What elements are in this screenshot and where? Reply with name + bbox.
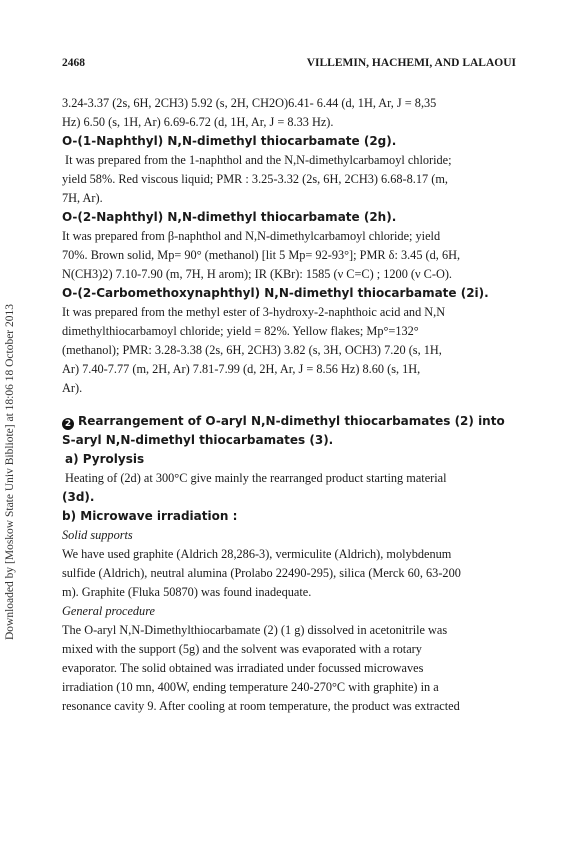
compound-heading-2h: O-(2-Naphthyl) N,N-dimethyl thiocarbamate (2h). xyxy=(62,210,397,224)
text-line: (methanol); PMR: 3.28-3.38 (2s, 6H, 2CH3) 3.82 (s, 3H, OCH3) 7.20 (s, 1H, xyxy=(62,343,442,357)
text-line: It was prepared from the 1-naphthol and the N,N-dimethylcarbamoyl chloride; xyxy=(65,153,452,167)
section-heading-cont: S-aryl N,N-dimethyl thiocarbamates (3). xyxy=(62,433,334,447)
text-line: Ar) 7.40-7.77 (m, 2H, Ar) 7.81-7.99 (d, 2H, Ar, J = 8.56 Hz) 8.60 (s, 1H, xyxy=(62,362,421,376)
text-line: The O-aryl N,N-Dimethylthiocarbamate (2) (1 g) dissolved in acetonitrile was xyxy=(62,623,448,637)
text-line: We have used graphite (Aldrich 28,286-3), vermiculite (Aldrich), molybdenum xyxy=(62,547,452,561)
text-line: sulfide (Aldrich), neutral alumina (Prolabo 22490-295), silica (Merck 60, 63-200 xyxy=(62,566,461,580)
text-line: yield 58%. Red viscous liquid; PMR : 3.25-3.32 (2s, 6H, 2CH3) 6.68-8.17 (m, xyxy=(62,172,448,186)
text-line: 70%. Brown solid, Mp= 90° (methanol) [lit 5 Mp= 92-93°]; PMR δ: 3.45 (d, 6H, xyxy=(62,248,461,262)
download-watermark: Downloaded by [Moskow State Univ Bibliote] at 18:06 18 October 2013 xyxy=(4,303,16,640)
subheading-general-procedure: General procedure xyxy=(62,604,155,618)
page-header xyxy=(62,57,516,75)
text-line-bold: (3d). xyxy=(62,490,95,504)
text-line: It was prepared from β-naphthol and N,N-dimethylcarbamoyl chloride; yield xyxy=(62,229,441,243)
subheading-solid-supports: Solid supports xyxy=(62,528,133,542)
subheading-pyrolysis: a) Pyrolysis xyxy=(65,452,145,466)
text-line: mixed with the support (5g) and the solvent was evaporated with a rotary xyxy=(62,642,422,656)
compound-heading-2g: O-(1-Naphthyl) N,N-dimethyl thiocarbamate (2g). xyxy=(62,134,397,148)
text-line: irradiation (10 mn, 400W, ending temperature 240-270°C with graphite) in a xyxy=(62,680,439,694)
text-line: N(CH3)2) 7.10-7.90 (m, 7H, H arom); IR (KBr): 1585 (ν C=C) ; 1200 (ν C-O). xyxy=(62,267,452,281)
subheading-microwave: b) Microwave irradiation : xyxy=(62,509,238,523)
section-number-badge: 2 xyxy=(62,418,74,430)
text-line: 7H, Ar). xyxy=(62,191,103,205)
text-line: Hz) 6.50 (s, 1H, Ar) 6.69-6.72 (d, 1H, Ar, J = 8.33 Hz). xyxy=(62,115,334,129)
text-line: Ar). xyxy=(62,381,83,395)
page-number: 2468 xyxy=(62,57,85,69)
text-line: It was prepared from the methyl ester of 3-hydroxy-2-naphthoic acid and N,N xyxy=(62,305,446,319)
text-line: 3.24-3.37 (2s, 6H, 2CH3) 5.92 (s, 2H, CH2O)6.41- 6.44 (d, 1H, Ar, J = 8,35 xyxy=(62,96,437,110)
text-line: Heating of (2d) at 300°C give mainly the rearranged product starting material xyxy=(65,471,447,485)
text-line: resonance cavity 9. After cooling at room temperature, the product was extracted xyxy=(62,699,460,713)
running-head: VILLEMIN, HACHEMI, AND LALAOUI xyxy=(306,57,516,69)
text-line: evaporator. The solid obtained was irradiated under focussed microwaves xyxy=(62,661,424,675)
article-body xyxy=(62,94,514,716)
text-line: m). Graphite (Fluka 50870) was found inadequate. xyxy=(62,585,312,599)
compound-heading-2i: O-(2-Carbomethoxynaphthyl) N,N-dimethyl thiocarbamate (2i). xyxy=(62,286,489,300)
section-heading-rearrangement: 2 Rearrangement of O-aryl N,N-dimethyl thiocarbamates (2) into xyxy=(62,412,514,431)
text-line: dimethylthiocarbamoyl chloride; yield = 82%. Yellow flakes; Mp°=132° xyxy=(62,324,419,338)
